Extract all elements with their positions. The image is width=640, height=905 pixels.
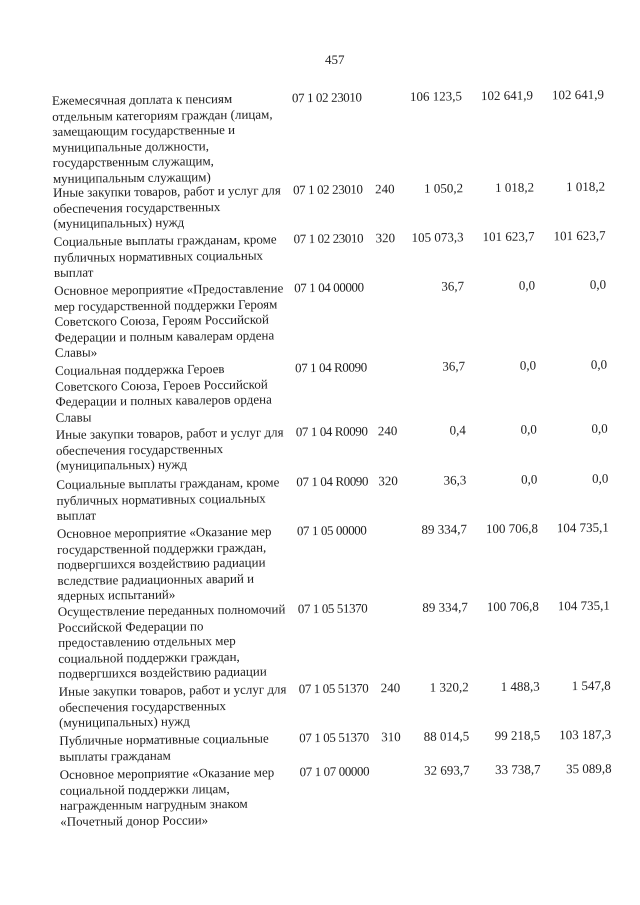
value-column-1: 1 050,2 — [423, 180, 464, 196]
value-column-2: 100 706,8 — [485, 520, 538, 537]
classification-code: 07 1 04 R0090 — [294, 359, 367, 376]
description-line: Иные закупки товаров, работ и услуг для — [55, 424, 284, 442]
value-column-3: 104 735,1 — [557, 597, 610, 614]
value-column-3: 0,0 — [589, 276, 607, 292]
description-line: Иные закупки товаров, работ и услуг для — [52, 182, 281, 200]
description-line: муниципальные должности, — [52, 137, 209, 155]
value-column-3: 0,0 — [590, 356, 608, 372]
expense-type-code: 320 — [378, 473, 398, 489]
description-line: государственным служащим, — [52, 153, 214, 170]
value-column-2: 100 706,8 — [486, 598, 539, 615]
description-line: ядерных испытаний» — [57, 586, 176, 603]
description-line: Основное мероприятие «Оказание мер — [59, 764, 275, 782]
value-column-2: 0,0 — [518, 277, 536, 293]
description-line: государственной поддержки граждан, — [57, 539, 267, 557]
description-line: (муниципальных) нужд — [58, 713, 190, 730]
row-description — [54, 231, 278, 280]
classification-code: 07 1 02 23010 — [293, 230, 364, 247]
description-line: Социальные выплаты гражданам, кроме — [53, 231, 277, 249]
row-description — [56, 424, 284, 473]
value-column-2: 1 488,3 — [500, 678, 540, 694]
row-description — [59, 681, 287, 730]
description-line: муниципальным служащим) — [52, 168, 211, 186]
description-line: Славы — [55, 409, 92, 425]
classification-code: 07 1 05 51370 — [298, 680, 369, 697]
value-column-2: 99 218,5 — [494, 727, 541, 744]
value-column-1: 89 334,7 — [421, 521, 467, 537]
description-line: Социальные выплаты гражданам, кроме — [56, 474, 280, 492]
value-column-2: 1 018,2 — [494, 179, 535, 195]
value-column-1: 89 334,7 — [422, 599, 468, 615]
description-line: Российской Федерации по — [57, 617, 204, 635]
description-line: награжденным нагрудным знаком — [59, 795, 248, 813]
value-column-1: 105 073,3 — [411, 229, 464, 245]
description-line: обеспечения государственных — [58, 697, 227, 715]
value-column-2: 102 641,9 — [480, 87, 534, 104]
description-line: предоставлению отдельных мер — [58, 632, 236, 650]
value-column-3: 1 018,2 — [565, 178, 606, 195]
description-line: Славы» — [54, 344, 98, 360]
classification-code: 07 1 02 23010 — [292, 181, 363, 198]
description-line: Ежемесячная доплата к пенсиям — [51, 90, 233, 108]
row-description — [59, 731, 269, 764]
value-column-3: 104 735,1 — [556, 519, 609, 536]
description-line: (муниципальных) нужд — [56, 456, 188, 473]
description-line: Основное мероприятие «Оказание мер — [56, 523, 272, 541]
value-column-3: 35 089,8 — [566, 760, 612, 777]
description-line: социальной поддержки лицам, — [59, 780, 230, 798]
expense-type-code: 310 — [381, 729, 401, 745]
value-column-1: 88 014,5 — [423, 728, 470, 744]
description-line: обеспечения государственных — [55, 440, 224, 458]
description-line: выплат — [53, 264, 94, 280]
row-description — [55, 361, 272, 425]
description-line: Советского Союза, Героев Российской — [55, 376, 268, 394]
expense-type-code: 240 — [380, 680, 401, 696]
description-line: выплат — [56, 507, 97, 523]
description-line: Федерации и полных кавалеров ордена — [55, 391, 272, 409]
classification-code: 07 1 04 00000 — [294, 279, 364, 296]
classification-code: 07 1 07 00000 — [299, 763, 370, 780]
classification-code: 07 1 04 R0090 — [296, 473, 369, 490]
description-line: Советского Союза, Героям Российской — [54, 311, 269, 329]
description-line: замещающим государственные и — [52, 121, 236, 139]
value-column-3: 101 623,7 — [553, 227, 606, 244]
value-column-1: 1 320,2 — [429, 679, 469, 695]
description-line: Осуществление переданных полномочий — [57, 601, 286, 619]
description-line: вследствие радиационных аварий и — [57, 570, 255, 588]
description-line: публичных нормативных социальных — [56, 490, 266, 508]
value-column-3: 0,0 — [591, 470, 609, 486]
value-column-2: 0,0 — [520, 471, 538, 487]
expense-type-code: 240 — [377, 423, 398, 439]
table-row — [0, 86, 620, 186]
classification-code: 07 1 05 00000 — [296, 522, 367, 539]
description-line: Публичные нормативные социальные — [59, 730, 269, 748]
description-line: Иные закупки товаров, работ и услуг для — [58, 681, 287, 699]
value-column-3: 1 547,8 — [571, 677, 611, 694]
row-description — [53, 182, 281, 231]
row-description — [56, 474, 280, 523]
expense-type-code: 240 — [374, 181, 395, 197]
classification-code: 07 1 04 R0090 — [295, 423, 368, 440]
description-line: «Почетный донор России» — [60, 811, 209, 829]
classification-code: 07 1 05 51370 — [299, 729, 369, 746]
value-column-3: 0,0 — [591, 420, 608, 436]
value-column-1: 0,4 — [449, 422, 466, 438]
description-line: (муниципальных) нужд — [53, 214, 185, 231]
description-line: Социальная поддержка Героев — [54, 361, 225, 378]
value-column-1: 32 693,7 — [424, 762, 470, 778]
description-line: мер государственной поддержки Героям — [54, 295, 278, 314]
page-number: 457 — [325, 52, 345, 67]
row-description — [57, 524, 272, 604]
value-column-1: 36,7 — [442, 358, 466, 374]
description-line: подвергшихся воздействию радиации — [57, 554, 266, 572]
description-line: Федерации и полным кавалерам ордена — [54, 326, 275, 345]
description-line: выплаты гражданам — [59, 747, 171, 764]
description-line: Основное мероприятие «Предоставление — [54, 280, 284, 298]
expense-type-code: 320 — [375, 230, 396, 246]
row-description — [60, 765, 275, 829]
description-line: публичных нормативных социальных — [53, 247, 264, 265]
value-column-3: 103 187,3 — [559, 726, 612, 743]
description-line: отдельным категориям граждан (лицам, — [52, 105, 273, 124]
value-column-2: 33 738,7 — [495, 761, 541, 778]
value-column-2: 0,0 — [520, 421, 537, 437]
value-column-1: 106 123,5 — [409, 88, 463, 104]
description-line: обеспечения государственных — [53, 198, 221, 216]
description-line: социальной поддержки граждан, — [58, 648, 240, 666]
row-description — [52, 91, 273, 186]
value-column-3: 102 641,9 — [551, 86, 605, 103]
classification-code: 07 1 02 23010 — [291, 89, 362, 106]
value-column-1: 36,7 — [441, 278, 465, 294]
value-column-2: 101 623,7 — [482, 228, 535, 245]
value-column-1: 36,3 — [443, 472, 467, 488]
description-line: подвергшихся воздействию радиации — [58, 663, 267, 681]
row-description — [58, 601, 287, 681]
classification-code: 07 1 05 51370 — [297, 600, 368, 617]
value-column-2: 0,0 — [519, 357, 537, 373]
row-description — [54, 280, 284, 360]
